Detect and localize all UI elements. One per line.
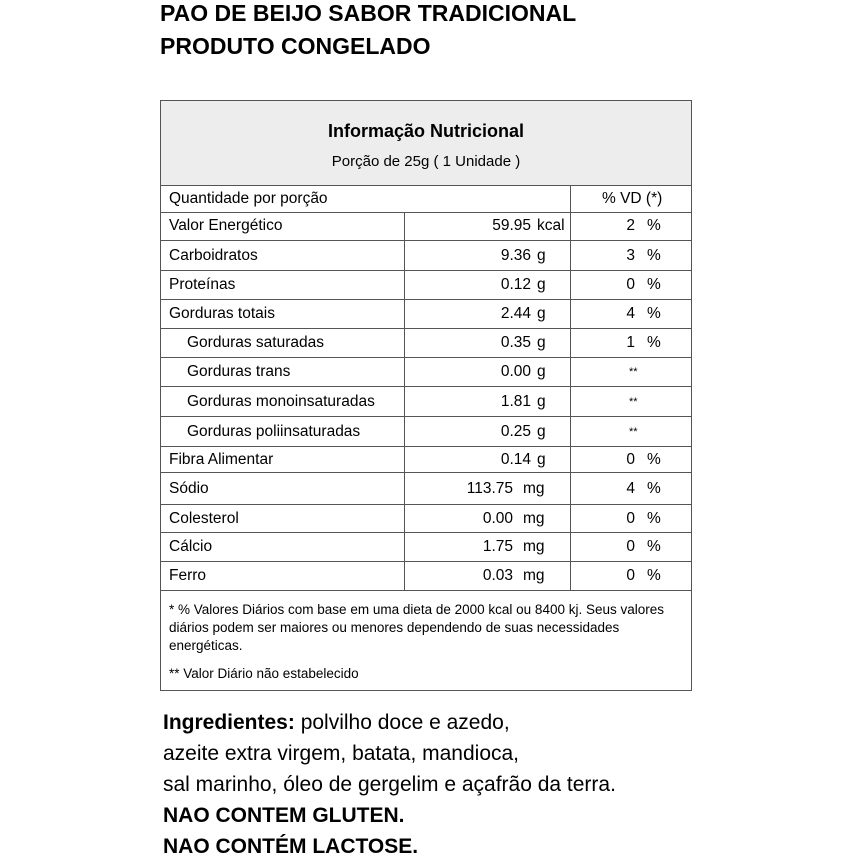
nutrient-unit: g [537, 246, 546, 264]
vd-value: 4 [626, 305, 635, 322]
nutrient-row [161, 271, 691, 300]
nutrient-amount: 0.14 [500, 450, 531, 468]
nutrient-unit: g [537, 334, 546, 351]
portion-size: Porção de 25g ( 1 Unidade ) [331, 153, 521, 170]
nutrient-unit: kcal [537, 217, 565, 234]
vd-value: 3 [626, 246, 635, 264]
vd-value: 0 [626, 538, 635, 555]
nutrient-name: Cálcio [169, 538, 213, 555]
vd-value: 0 [626, 450, 635, 468]
vd-percent-symbol: % [647, 334, 661, 351]
vd-percent-symbol: % [647, 217, 661, 234]
nutrient-name: Gorduras saturadas [187, 334, 324, 351]
vd-value: 1 [626, 334, 635, 351]
nutrient-name: Gorduras monoinsaturadas [187, 392, 375, 410]
nutrient-amount: 0.03 [482, 567, 513, 584]
ingredients-text-3: sal marinho, óleo de gergelim e açafrão da terra. [163, 773, 616, 796]
nutrient-amount: 0.00 [500, 363, 531, 380]
nutrient-name: Fibra Alimentar [169, 450, 274, 468]
table-header [161, 101, 691, 186]
nutrient-row [161, 358, 691, 387]
vd-percent-symbol: % [647, 479, 661, 497]
nutrient-row [161, 329, 691, 358]
nutrient-unit: g [537, 305, 546, 322]
nutrient-row [161, 505, 691, 533]
vd-not-established: ** [629, 425, 638, 438]
product-subtitle: PRODUTO CONGELADO [160, 33, 431, 59]
col-vd-label: % VD (*) [602, 189, 663, 207]
nutrient-unit: g [537, 392, 546, 410]
nutrient-row [161, 300, 691, 329]
ingredients-label: Ingredientes: [163, 711, 295, 734]
nutrient-amount: 0.12 [500, 276, 531, 293]
nutrient-row [161, 562, 691, 591]
nutrient-unit: g [537, 276, 546, 293]
nutrient-row [161, 387, 691, 417]
nutrient-amount: 2.44 [500, 305, 531, 322]
nutrient-unit: mg [523, 538, 545, 555]
nutrient-row [161, 241, 691, 271]
nutrient-name: Carboidratos [169, 246, 258, 264]
column-header-row [161, 185, 691, 213]
nutrient-amount: 0.25 [500, 422, 531, 440]
nutrient-name: Proteínas [169, 276, 236, 293]
product-title: PAO DE BEIJO SABOR TRADICIONAL [160, 0, 577, 26]
footnotes [169, 601, 689, 683]
footnote-daily-values: * % Valores Diários com base em uma dieta de 2000 kcal ou 8400 kj. Seus valores diários podem ser maiores ou menores dependendo de suas necessidades energéticas. [169, 602, 665, 653]
vd-not-established: ** [629, 395, 638, 408]
footnote-not-established: ** Valor Diário não estabelecido [169, 666, 359, 681]
vd-percent-symbol: % [647, 450, 661, 468]
vd-percent-symbol: % [647, 509, 661, 527]
nutrient-name: Gorduras poliinsaturadas [187, 422, 361, 440]
nutrient-name: Gorduras trans [187, 363, 291, 380]
vd-percent-symbol: % [647, 246, 661, 264]
nutrient-unit: g [537, 363, 546, 380]
nutrient-unit: g [537, 450, 546, 468]
vd-value: 0 [626, 276, 635, 293]
vd-percent-symbol: % [647, 567, 661, 584]
nutrient-row [161, 417, 691, 447]
vd-not-established: ** [629, 366, 638, 378]
nutrient-name: Sódio [169, 479, 209, 497]
nutrient-unit: mg [523, 479, 545, 497]
table-title: Informação Nutricional [327, 121, 525, 141]
nutrient-name: Colesterol [169, 509, 239, 527]
vd-percent-symbol: % [647, 538, 661, 555]
vd-value: 2 [626, 217, 635, 234]
nutrient-amount: 1.75 [482, 538, 513, 555]
nutrition-facts-table [160, 100, 692, 691]
vd-percent-symbol: % [647, 276, 661, 293]
nutrient-name: Ferro [169, 567, 207, 584]
vd-value: 4 [626, 479, 635, 497]
nutrient-amount: 1.81 [500, 392, 531, 410]
ingredients-block [163, 707, 616, 862]
vd-percent-symbol: % [647, 305, 661, 322]
nutrient-amount: 0.35 [500, 334, 531, 351]
nutrient-unit: mg [523, 567, 545, 584]
nutrient-amount: 0.00 [482, 509, 513, 527]
nutrient-name: Valor Energético [169, 217, 283, 234]
nutrient-amount: 59.95 [492, 217, 531, 234]
ingredients-text-2: azeite extra virgem, batata, mandioca, [163, 742, 520, 765]
ingredients-text-1: polvilho doce e azedo, [294, 711, 510, 734]
nutrient-amount: 9.36 [500, 246, 531, 264]
nutrient-row [161, 533, 691, 562]
nutrient-unit: g [537, 422, 546, 440]
gluten-warning: NAO CONTEM GLUTEN. [163, 804, 405, 827]
vd-value: 0 [626, 509, 635, 527]
nutrient-row [161, 473, 691, 505]
nutrient-row [161, 447, 691, 473]
nutrient-row [161, 212, 691, 241]
nutrient-unit: mg [523, 509, 545, 527]
nutrient-name: Gorduras totais [169, 305, 275, 322]
col-quantity-label: Quantidade por porção [169, 189, 328, 207]
lactose-warning: NAO CONTÉM LACTOSE. [163, 835, 419, 858]
vd-value: 0 [626, 567, 635, 584]
nutrient-amount: 113.75 [466, 479, 513, 497]
